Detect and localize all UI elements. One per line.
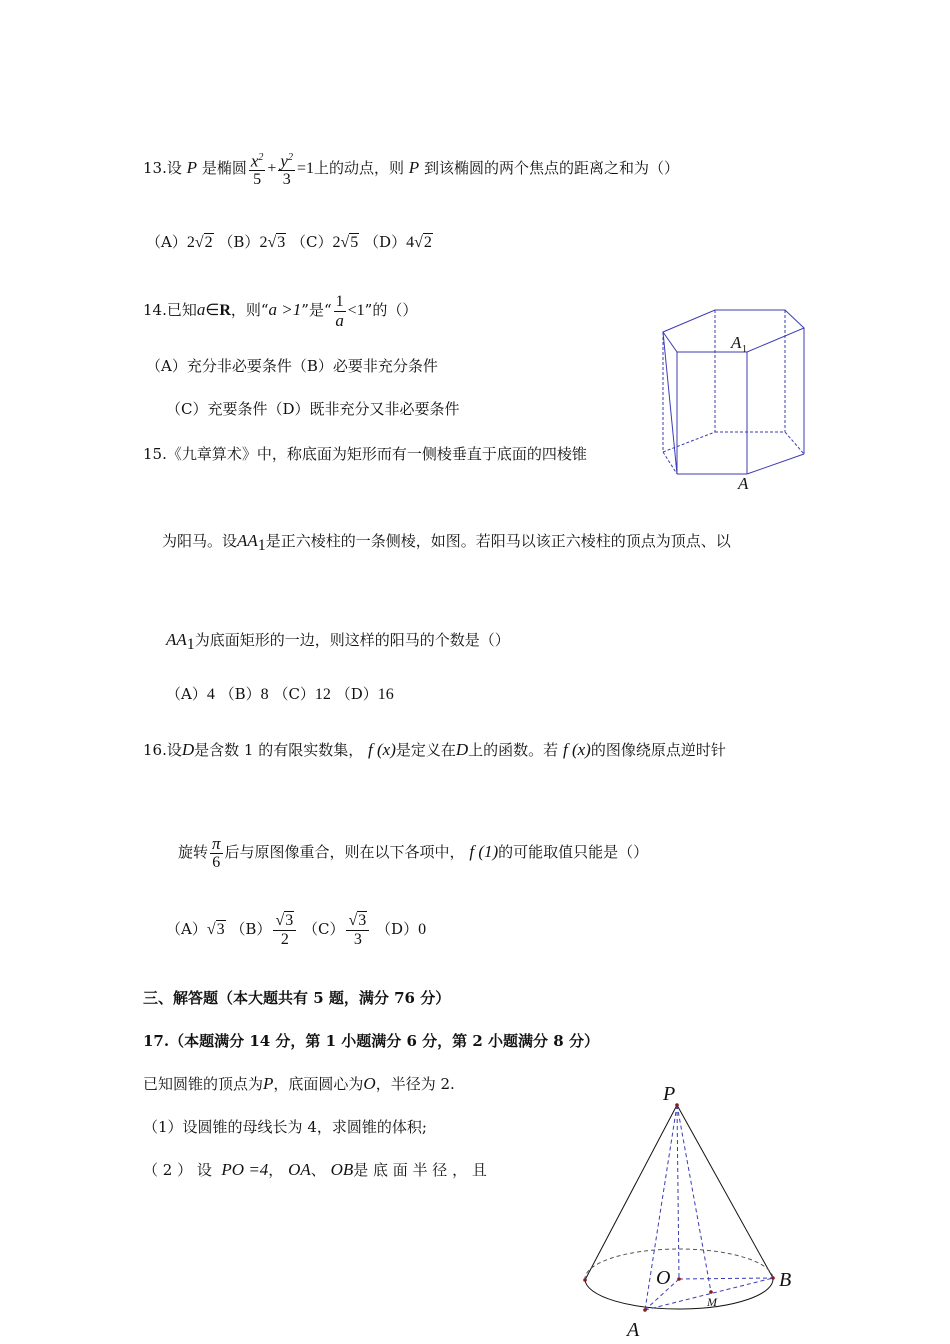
cone-figure — [575, 1080, 805, 1344]
q13-choice-c: 2√5 — [332, 234, 359, 251]
section-3-heading: 三、解答题（本大题共有 5 题，满分 76 分） — [143, 989, 451, 1007]
q14-stem: 14.已知a∈R，则“a >1”是“ $\frac{1}{a}$ <1”的（） — [143, 292, 418, 330]
q17-heading: 17.（本题满分 14 分，第 1 小题满分 6 分，第 2 小题满分 8 分） — [143, 1032, 599, 1050]
q14-choices-ab: （A）充分非必要条件（B）必要非充分条件 — [146, 357, 438, 375]
label-p: P — [663, 1083, 676, 1105]
q15-line2: 为阳马。设$AA_1$是正六棱柱的一条侧棱，如图。若阳马以该正六棱柱的顶点为顶点、以 — [162, 531, 731, 554]
q13-stem: 13.设 P 是椭圆 $\frac{x^2}{5}$ + $\frac{y^2}{3}$ =1上的动点，则 P 到该椭圆的两个焦点的距离之和为（） — [143, 148, 679, 188]
q15-choices: （A）4 （B）8 （C）12 （D）16 — [166, 685, 394, 703]
svg-text:1: 1 — [742, 344, 747, 355]
q13-choice-b: 2√3 — [259, 234, 286, 251]
q13-choice-a: 2√2 — [186, 234, 213, 251]
q16-line1: 16.设D是含数 1 的有限实数集， f (x)是定义在D上的函数。若 f (x)的图像绕原点逆时针 — [143, 740, 726, 759]
q17-line1: 已知圆锥的顶点为P，底面圆心为O，半径为 2. — [143, 1074, 455, 1093]
q17-part2: （ 2 ） 设 PO =4， OA、 OB是 底 面 半 径 ， 且 — [143, 1160, 487, 1179]
q13-frac-y: $\frac{y^2}{3}$ — [278, 149, 295, 190]
q14-choices-cd: （C）充要条件（D）既非充分又非必要条件 — [166, 400, 460, 418]
label-a1: A — [731, 333, 742, 352]
label-a: A — [627, 1319, 640, 1341]
q15-line1: 15.《九章算术》中，称底面为矩形而有一侧棱垂直于底面的四棱锥 — [143, 445, 587, 463]
hexagonal-prism-figure — [655, 302, 815, 492]
label-o: O — [656, 1267, 671, 1289]
q16-frac-pi6: $\frac{\pi}{6}$ — [212, 833, 221, 871]
q13-choices: （A）2√2 （B）2√3 （C）2√5 （D）4√2 — [146, 233, 432, 251]
q17-part1: （1）设圆锥的母线长为 4，求圆锥的体积; — [143, 1118, 427, 1136]
q13-number: 13. — [143, 159, 167, 177]
label-a: A — [738, 474, 749, 492]
q14-frac: $\frac{1}{a}$ — [335, 292, 344, 330]
q16-line2: 旋转 $\frac{\pi}{6}$ 后与原图像重合，则在以下各项中， f (1)的可能取值只能是（） — [178, 833, 649, 871]
q13-choice-d: 4√2 — [406, 234, 432, 251]
q16-choices: （A）√3 （B） $\frac{√3}{2}$ （C） $\frac{√3}{3}$ （D）0 — [166, 911, 427, 948]
label-m: M — [707, 1295, 717, 1309]
q15-line3: $AA_1$为底面矩形的一边，则这样的阳马的个数是（） — [166, 630, 510, 653]
label-b: B — [779, 1269, 792, 1291]
q13-frac-x: $\frac{x^2}{5}$ — [249, 149, 266, 190]
